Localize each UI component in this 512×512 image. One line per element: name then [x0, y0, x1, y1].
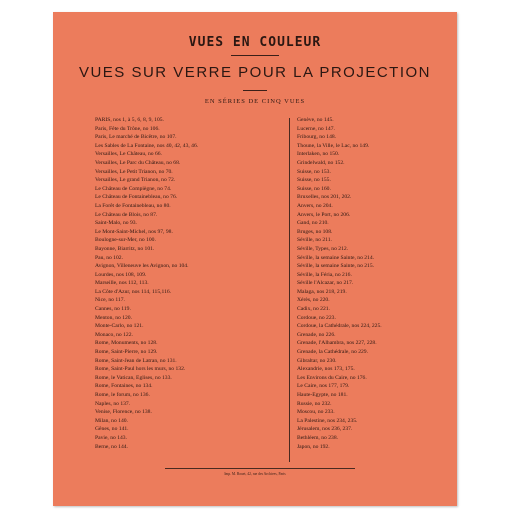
catalog-subtitle: VUES SUR VERRE POUR LA PROJECTION [78, 64, 432, 81]
list-item: Rome, Fontaines, no 134. [95, 383, 153, 390]
list-item: Versailles, Le grand Trianon, no 72. [95, 177, 176, 184]
list-item: Bruxelles, nos 201, 202. [297, 194, 352, 201]
list-item: Séville, Types, no 212. [297, 245, 349, 252]
list-item: Cadix, no 221. [297, 306, 330, 313]
list-item: Lucerne, no 147. [297, 125, 335, 132]
right-column-list [297, 116, 447, 451]
list-item: Anvers, le Port, no 206. [297, 211, 351, 218]
column-divider [289, 118, 290, 462]
title-ornament [231, 55, 279, 56]
subtitle-ornament [243, 90, 267, 91]
list-item: Genève, no 145. [297, 117, 334, 123]
list-item: Menton, no 120. [95, 314, 132, 321]
list-item: Bruges, no 108. [297, 228, 333, 235]
list-item: Gênes, no 141. [95, 426, 129, 433]
list-item: Grindelwald, no 152. [297, 159, 345, 166]
list-item: Moscou, no 233. [297, 409, 335, 416]
list-item: Avignon, Villeneuve les Avignon, no 104. [95, 263, 189, 270]
list-item: Venise, Florence, no 138. [95, 409, 152, 416]
list-item: Marseille, nos 112, 113. [95, 280, 149, 287]
series-note: EN SÉRIES DE CINQ VUES [204, 98, 306, 105]
list-item: Suisse, no 160. [297, 185, 331, 192]
catalog-title: VUES EN COULEUR [188, 35, 322, 50]
list-item: Grenade, no 226. [297, 331, 336, 338]
list-item: Les Sables de La Fontaine, nos 40, 42, 43, 46. [95, 142, 199, 149]
list-item: Rome, Monuments, no 128. [95, 340, 158, 347]
list-item: Rome, Saint-Jean de Latran, no 131. [95, 357, 177, 364]
footer-rule [165, 468, 355, 469]
list-item: Séville, la Féria, no 216. [297, 271, 352, 278]
list-item: Cordoue, la Cathédrale, nos 224, 225. [297, 323, 382, 330]
list-item: Versailles, Le Parc du Château, no 68. [95, 159, 181, 166]
list-item: La Palestine, nos 234, 235. [297, 417, 358, 424]
list-item: Suisse, no 153. [297, 168, 331, 175]
list-item: Le Mont-Saint-Michel, nos 97, 98. [95, 228, 173, 235]
list-item: Versailles, Le Petit Trianon, no 70. [95, 168, 173, 175]
list-item: La Forêt de Fontainebleau, no 80. [95, 202, 171, 209]
list-item: Suisse, no 155. [297, 177, 331, 184]
list-item: Monte-Carlo, no 121. [95, 323, 144, 330]
list-item: Rome, le forum, no 136. [95, 392, 150, 398]
list-item: Lourdes, nos 108, 109. [95, 271, 147, 278]
printer-imprint: Imp. M. Bouet, 42, rue des Archives, Paris [224, 472, 286, 476]
list-item: Versailles, Le Château, no 66. [95, 151, 162, 158]
list-item: La Côte d'Azur, nos 114, 115,116. [95, 288, 172, 295]
list-item: Russie, no 232. [297, 400, 332, 407]
list-item: Gand, no 210. [297, 220, 329, 227]
list-item: Haute-Egypte, no 181. [297, 392, 348, 398]
list-item: Séville, la semaine Sainte, no 214. [297, 254, 375, 261]
list-item: Fribourg, no 148. [297, 134, 337, 141]
list-item: Monaco, no 122. [95, 331, 133, 338]
list-item: Alexandrie, nos 173, 175. [297, 366, 355, 373]
list-item: Séville, la semaine Sainte, no 215. [297, 263, 375, 270]
list-item: Bethléem, no 238. [297, 434, 339, 441]
list-item: Interlaken, no 150. [297, 151, 340, 158]
list-item: Rome, le Vatican, Eglises, no 133. [95, 374, 172, 381]
list-item: Jérusalem, nos 236, 237. [297, 426, 353, 433]
list-item: Grenade, l'Alhambra, nos 227, 228. [297, 340, 377, 347]
list-item: Paris, Fête du Trône, no 106. [95, 125, 160, 132]
list-item: Cordoue, no 223. [297, 314, 336, 321]
list-item: Cannes, no 119. [95, 306, 131, 313]
list-item: Xérès, no 220. [297, 297, 330, 304]
list-item: Les Environs du Caire, no 176. [297, 374, 367, 381]
list-item: Nice, no 117. [95, 297, 125, 304]
list-item: Malaga, nos 218, 219. [297, 288, 347, 295]
list-item: Grenade, la Cathédrale, no 229. [297, 349, 368, 356]
list-item: Japon, no 192. [297, 443, 330, 450]
list-item: Milan, no 140. [95, 417, 128, 424]
list-item: Le Château de Compiègne, no 74. [95, 185, 172, 192]
list-item: Saint-Malo, no 93. [95, 220, 137, 227]
list-item: Anvers, no 204. [297, 202, 333, 209]
list-item: Naples, no 137. [95, 400, 131, 407]
list-item: Rome, Saint-Pierre, no 129. [95, 349, 158, 356]
list-item: PARIS, nos 1, à 5, 6, 8, 9, 105. [95, 117, 164, 123]
list-item: Boulogne-sur-Mer, no 100. [95, 237, 156, 244]
list-item: Le Château de Fontainebleau, no 76. [95, 194, 178, 201]
list-item: Paris, Le marché de Bicêtre, no 107. [95, 134, 177, 141]
list-item: Thoune, la Ville, le Lac, no 149. [297, 142, 370, 149]
list-item: Séville, no 211. [297, 237, 332, 244]
list-item: Séville l'Alcazar, no 217. [297, 280, 354, 287]
list-item: Le Caire, nos 177, 179. [297, 383, 350, 390]
list-item: Rome, Saint-Paul hors les murs, no 132. [95, 366, 186, 373]
list-item: Bayonne, Biarritz, no 101. [95, 245, 155, 252]
catalog-sheet [53, 12, 457, 506]
list-item: Le Château de Blois, no 87. [95, 211, 158, 218]
list-item: Pavie, no 143. [95, 434, 128, 441]
list-item: Berne, no 144. [95, 443, 128, 450]
list-item: Pau, no 102. [95, 254, 123, 261]
left-column-list [95, 116, 285, 451]
list-item: Gibraltar, no 230. [297, 357, 337, 364]
